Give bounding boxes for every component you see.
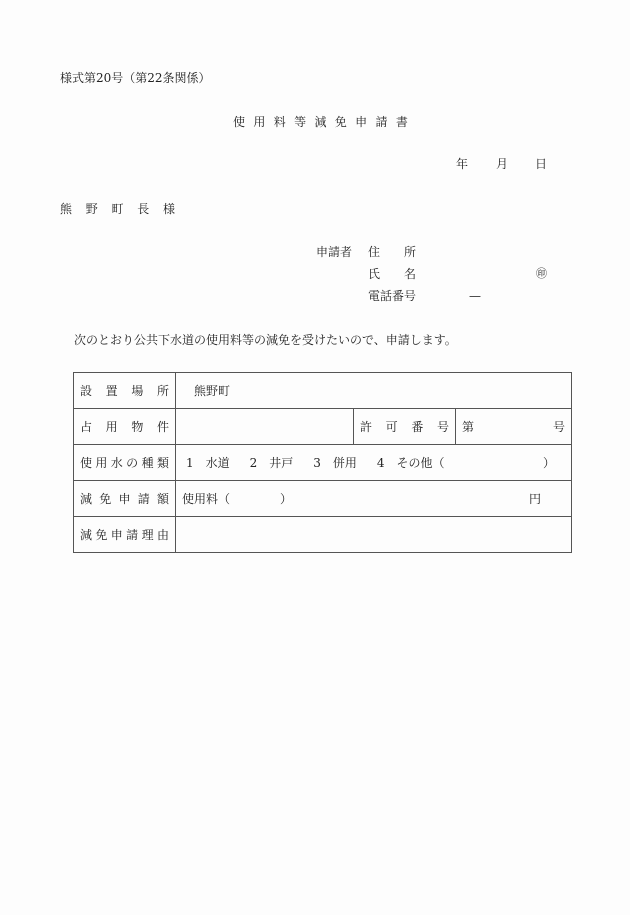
- water-type-label: 使 用 水 の 種 類: [74, 445, 176, 481]
- address-label: 住 所: [368, 245, 416, 259]
- option-well[interactable]: 2 井戸: [249, 456, 294, 470]
- permit-number-field[interactable]: 第 号: [456, 409, 572, 445]
- name-label: 氏 名: [368, 267, 416, 281]
- table-row: [74, 481, 572, 517]
- option-water-supply[interactable]: 1 水道: [186, 456, 230, 470]
- water-type-options: 1 水道 2 井戸 3 併用 4 その他（ ）: [176, 445, 572, 481]
- reduction-amount-label: 減 免 申 請 額: [74, 481, 176, 517]
- document-title: 使 用 料 等 減 免 申 請 書: [233, 115, 408, 129]
- option-combined[interactable]: 3 併用: [313, 456, 357, 470]
- addressee: 熊 野 町 長 様: [60, 202, 175, 216]
- table-row: [74, 517, 572, 553]
- seal-icon: ㊞: [536, 267, 547, 280]
- reduction-reason-label: 減 免 申 請 理 由: [74, 517, 176, 553]
- occupied-item-field[interactable]: [176, 409, 354, 445]
- reduction-reason-field[interactable]: [176, 517, 572, 553]
- location-field[interactable]: 熊野町: [176, 373, 572, 409]
- applicant-label: 申請者: [316, 245, 353, 259]
- intro-text: 次のとおり公共下水道の使用料等の減免を受けたいので、申請します。: [74, 333, 457, 347]
- phone-separator: —: [469, 289, 481, 303]
- phone-label: 電話番号: [368, 289, 417, 303]
- yen-unit: 円: [529, 492, 542, 506]
- date-day: 日: [535, 157, 548, 171]
- table-row: [74, 409, 572, 445]
- option-other[interactable]: 4 その他（: [376, 456, 445, 470]
- occupied-item-label: 占 用 物 件: [74, 409, 176, 445]
- table-row: [74, 373, 572, 409]
- table-row: [74, 445, 572, 481]
- date-month: 月: [496, 157, 509, 171]
- form-number: 様式第20号（第22条関係）: [60, 71, 211, 85]
- location-label: 設 置 場 所: [74, 373, 176, 409]
- application-table: [73, 372, 572, 553]
- date-year: 年: [456, 157, 469, 171]
- reduction-amount-field[interactable]: 使用料（ ） 円: [176, 481, 572, 517]
- permit-number-label: 許 可 番 号: [354, 409, 456, 445]
